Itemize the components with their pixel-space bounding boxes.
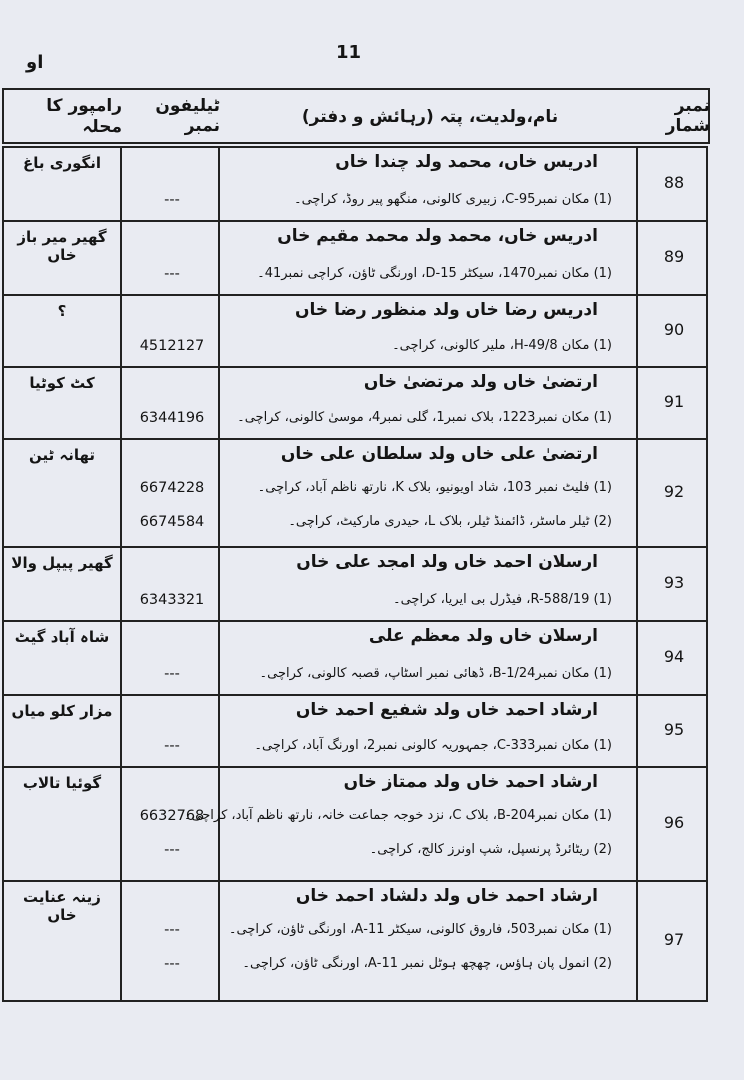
serial-number: 95	[663, 720, 685, 739]
serial-number: 91	[663, 392, 685, 411]
area-name: شاہ آباد گیٹ	[14, 628, 110, 646]
address-line: (1) مکان نمبر503، فاروق کالونی، سیکٹر 11-A، اورنگی ٹاؤن، کراچی۔	[228, 922, 612, 937]
header-phone: ٹیلیفون نمبر	[155, 96, 220, 136]
area-name: تھانہ ٹین	[28, 446, 96, 464]
table-row	[2, 766, 708, 880]
phone-number: 6632768	[139, 808, 205, 824]
header-serial: نمبر شمار	[665, 96, 710, 136]
area-name: گھیر پیپل والا	[11, 554, 113, 572]
phone-number: ---	[164, 266, 180, 282]
entry-name: ادریس خاں، محمد ولد چندا خاں	[335, 152, 598, 172]
entry-name: ارتضیٰ خاں ولد مرتضیٰ خاں	[363, 372, 598, 392]
phone-number: ---	[164, 738, 180, 754]
area-name: زینہ عنایت خاں	[23, 888, 101, 924]
serial-number: 97	[663, 930, 685, 949]
corner-label: او	[26, 52, 44, 73]
area-name: گوئیا تالاب	[22, 774, 102, 792]
entry-name: ادریس رضا خاں ولد منظور رضا خاں	[295, 300, 598, 320]
header-name: نام،ولدیت، پتہ (رہائش و دفتر)	[301, 106, 559, 127]
serial-number: 88	[663, 173, 685, 192]
entry-name: ادریس خاں، محمد ولد محمد مقیم خاں	[277, 226, 598, 246]
serial-number: 92	[663, 482, 685, 501]
area-name: گھیر میر باز خاں	[17, 228, 107, 264]
table-row	[2, 694, 708, 766]
phone-number: ---	[164, 842, 180, 858]
table-row	[2, 294, 708, 366]
address-line: (1) فلیٹ نمبر 103، شاد اویونیو، بلاک K، نارتھ ناظم آباد، کراچی۔	[257, 480, 612, 495]
phone-number: ---	[164, 666, 180, 682]
entry-name: ارتضیٰ علی خاں ولد سلطان علی خاں	[280, 444, 598, 464]
serial-number: 89	[663, 247, 685, 266]
serial-number: 90	[663, 320, 685, 339]
table-row	[2, 880, 708, 1000]
address-line: (1) مکان نمبرC-95، زبیری کالونی، منگھو پیر روڈ، کراچی۔	[293, 192, 612, 207]
address-line: (2) ریٹائرڈ پرنسپل، شپ اونرز کالج، کراچی۔	[369, 842, 612, 857]
table-row	[2, 546, 708, 620]
address-line: (1) R-588/19، فیڈرل بی ایریا، کراچی۔	[392, 592, 612, 607]
phone-number: 6343321	[139, 592, 205, 608]
table-row	[2, 620, 708, 694]
phone-number: ---	[164, 956, 180, 972]
address-line: (1) مکان نمبر1470، سیکٹر 15-D، اورنگی ٹاؤن، کراچی نمبر41۔	[257, 266, 612, 281]
area-name: مزار کلو میاں	[11, 702, 113, 720]
table-header	[2, 88, 710, 144]
area-name: کٹ کوٹیا	[29, 374, 95, 392]
address-line: (1) مکان نمبرB-204، بلاک C، نزد خوجہ جماعت خانہ، نارتھ ناظم آباد، کراچی۔	[183, 808, 612, 823]
area-name: انگوری باغ	[22, 154, 102, 172]
entry-name: ارسلان خاں ولد معظم علی	[368, 626, 598, 646]
page-number: 11	[336, 42, 362, 63]
serial-number: 94	[663, 647, 685, 666]
phone-number: 4512127	[139, 338, 205, 354]
phone-number: ---	[164, 192, 180, 208]
table-row	[2, 366, 708, 438]
entry-name: ارشاد احمد خاں ولد دلشاد احمد خاں	[295, 886, 598, 906]
entry-name: ارشاد احمد خاں ولد شفیع احمد خاں	[295, 700, 598, 720]
phone-number: ---	[164, 922, 180, 938]
serial-number: 93	[663, 573, 685, 592]
phone-number: 6674584	[139, 514, 205, 530]
address-line: (1) مکان نمبرC-333، جمہوریہ کالونی نمبر2، اورنگ آباد، کراچی۔	[254, 738, 612, 753]
header-area: رامپور کا محلہ	[46, 95, 122, 137]
area-name: ؟	[57, 302, 67, 320]
address-line: (2) انمول پان ہاؤس، چھچھ ہوٹل نمبر 11-A، اورنگی ٹاؤن، کراچی۔	[242, 956, 612, 971]
row-border	[2, 1000, 708, 1002]
table-row	[2, 438, 708, 546]
entry-name: ارشاد احمد خاں ولد ممتاز خاں	[343, 772, 598, 792]
address-line: (2) ٹیلر ماسٹر، ڈائمنڈ ٹیلر، بلاک L، حیدری مارکیٹ، کراچی۔	[288, 514, 612, 529]
table-row	[2, 220, 708, 294]
address-line: (1) مکان H-49/8، ملیر کالونی، کراچی۔	[392, 338, 612, 353]
table-row	[2, 146, 708, 220]
entry-name: ارسلان احمد خاں ولد امجد علی خاں	[296, 552, 598, 572]
phone-number: 6674228	[139, 480, 205, 496]
address-line: (1) مکان نمبرB-1/24، ڈھائی نمبر اسٹاپ، قصبہ کالونی، کراچی۔	[259, 666, 612, 681]
phone-number: 6344196	[139, 410, 205, 426]
address-line: (1) مکان نمبر1223، بلاک نمبر1، گلی نمبر4، موسیٰ کالونی، کراچی۔	[237, 410, 612, 425]
serial-number: 96	[663, 813, 685, 832]
